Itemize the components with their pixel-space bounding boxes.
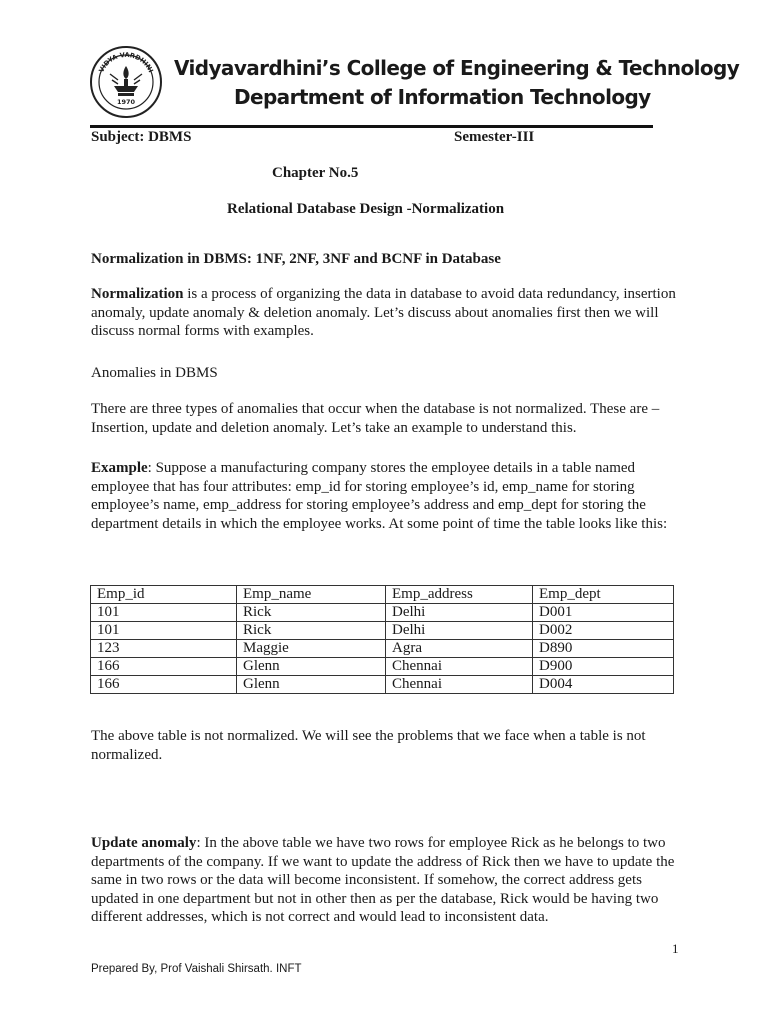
table-header-cell: Emp_name — [237, 586, 386, 604]
table-cell: D004 — [533, 676, 674, 694]
example-paragraph — [91, 459, 681, 533]
table-cell: Glenn — [237, 676, 386, 694]
section-title: Normalization in DBMS: 1NF, 2NF, 3NF and BCNF in Database — [91, 251, 501, 267]
table-cell: Chennai — [386, 658, 533, 676]
table-cell: Delhi — [386, 622, 533, 640]
anomalies-heading: Anomalies in DBMS — [91, 365, 218, 381]
intro-paragraph — [91, 285, 681, 341]
chapter-number: Chapter No.5 — [272, 165, 359, 181]
table-row — [91, 622, 674, 640]
table-cell: Rick — [237, 604, 386, 622]
table-header-cell: Emp_id — [91, 586, 237, 604]
header-divider — [90, 125, 653, 128]
table-cell: Rick — [237, 622, 386, 640]
table-cell: 123 — [91, 640, 237, 658]
table-cell: 101 — [91, 622, 237, 640]
update-anomaly-text: : In the above table we have two rows for employee Rick as he belongs to two departments of the company. If we want to update the address of Rick then we have to update the same in two rows or the data will become inconsistent. If somehow, the correct address gets updated in one department but not in other then as per the database, Rick would be having two different addresses, which is not correct and would lead to inconsistent data. — [91, 835, 675, 925]
table-cell: 166 — [91, 658, 237, 676]
table-cell: Maggie — [237, 640, 386, 658]
table-header-cell: Emp_dept — [533, 586, 674, 604]
table-cell: D900 — [533, 658, 674, 676]
table-cell: Glenn — [237, 658, 386, 676]
seal-arc-text: VIDYA VARDHINI — [97, 50, 155, 74]
subject-label: Subject: DBMS — [91, 129, 192, 145]
table-cell: Agra — [386, 640, 533, 658]
footer-prepared-by: Prepared By, Prof Vaishali Shirsath. INFT — [91, 963, 302, 975]
after-table-paragraph: The above table is not normalized. We will see the problems that we face when a table is not normalized. — [91, 728, 646, 763]
table-cell: Chennai — [386, 676, 533, 694]
employee-table — [90, 585, 674, 694]
table-cell: Delhi — [386, 604, 533, 622]
update-anomaly-paragraph — [91, 834, 681, 927]
anomalies-paragraph: There are three types of anomalies that occur when the database is not normalized. These are – Insertion, update and deletion anomaly. Let’s take an example to understand this. — [91, 401, 660, 436]
update-anomaly-lead: Update anomaly — [91, 835, 197, 851]
table-cell: D001 — [533, 604, 674, 622]
table-cell: 166 — [91, 676, 237, 694]
department-name: Department of Information Technology — [234, 85, 651, 109]
table-row — [91, 604, 674, 622]
college-name: Vidyavardhini’s College of Engineering & Technology — [174, 56, 740, 80]
table-cell: 101 — [91, 604, 237, 622]
page-number: 1 — [672, 941, 679, 956]
semester-label: Semester-III — [454, 129, 535, 145]
table-row — [91, 640, 674, 658]
chapter-title: Relational Database Design -Normalization — [227, 201, 505, 217]
table-row — [91, 676, 674, 694]
table-header-row — [91, 586, 674, 604]
intro-text: is a process of organizing the data in database to avoid data redundancy, insertion anomaly, update anomaly & deletion anomaly. Let’s discuss about anomalies first then we will discuss normal forms with examples. — [91, 286, 676, 339]
table-header-cell: Emp_address — [386, 586, 533, 604]
table-row — [91, 658, 674, 676]
college-seal-logo — [88, 44, 164, 120]
seal-year: 1970 — [116, 98, 136, 106]
table-cell: D890 — [533, 640, 674, 658]
example-lead: Example — [91, 460, 148, 476]
intro-lead: Normalization — [91, 286, 184, 302]
table-cell: D002 — [533, 622, 674, 640]
example-text: : Suppose a manufacturing company stores the employee details in a table named employee that has four attributes: emp_id for storing employee’s id, emp_name for storing employee’s name, emp_address for storing employee’s address and emp_dept for storing the department details in which the employee works. At some point of time the table looks like this: — [91, 460, 668, 532]
